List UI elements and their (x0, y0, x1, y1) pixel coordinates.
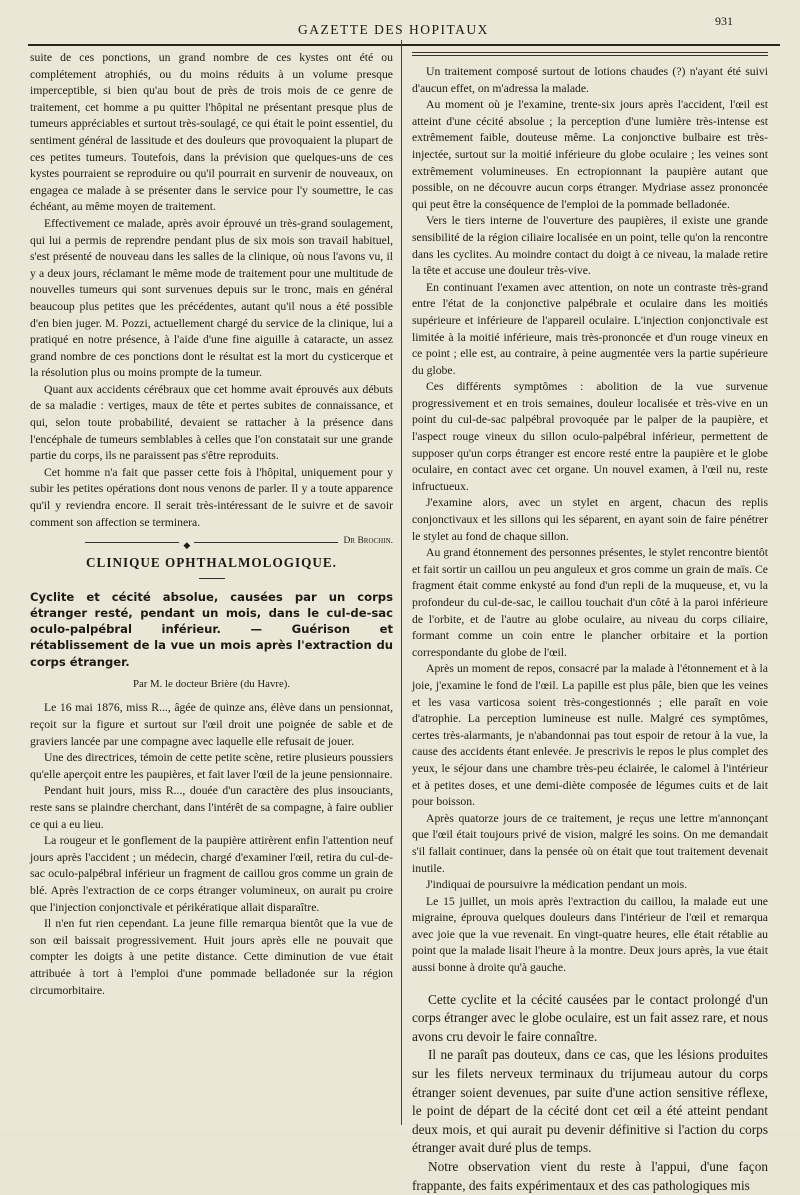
paragraph: Notre observation vient du reste à l'appui, d'une façon frappante, des faits expérimentaux et des cas pathologiques mis (412, 1159, 768, 1193)
author-line: Par M. le docteur Brière (du Havre). (132, 677, 291, 690)
page-number: 931 (715, 14, 733, 28)
paragraph: Au grand étonnement des personnes présentes, le stylet rencontre bientôt et fait sortir un caillou un peu anguleux et gros comme un grain de maïs. Ce fragment était comme enkysté au fond d'un repli de la muqueuse, et, vu la profondeur du cul-de-sac, le caillou touchait d'un côté à la paroi inférieure de l'orbite, et de l'autre au globe oculaire, au niveau du corps ciliaire, formant comme un coin entre le plancher orbitaire et la portion correspondante du globe de l'œil. (412, 546, 768, 659)
section-title: CLINIQUE OPHTHALMOLOGIQUE. (86, 555, 337, 571)
paragraph: Au moment où je l'examine, trente-six jours après l'accident, l'œil est atteint d'une cécité absolue ; la perception d'une lumière très-intense est extrêmement faible, douteuse même. La conjonctive bulbaire est très-injectée, surtout sur la moitié inférieure du globe oculaire ; les veines sont extrêmement volumineuses. En ectropionnant la paupière autant que possible, on ne découvre aucun corps étranger. Mydriase assez prononcée qui peut être la conséquence de l'emploi de la pommade belladonée. (412, 98, 768, 211)
paragraph: Il ne paraît pas douteux, dans ce cas, que les lésions produites sur les filets nerveux terminaux du trijumeau autour du corps étranger soient devenues, par suite d'une action sensitive réflexe, le point de départ de la cécité dont cet œil a été atteint pendant deux mois, et qui aurait pu devenir définitive si l'action du corps étranger avait duré plus de temps. (412, 1047, 768, 1156)
paragraph: Il n'en fut rien cependant. La jeune fille remarqua bientôt que la vue de son œil baissait progressivement. Huit jours après elle ne pouvait que compter les doigts à une petite distance. Cette diminution de vue était attribuée à tort à l'emploi d'une pommade belladonée sur la région circumorbitaire. (30, 917, 393, 997)
paragraph: Pendant huit jours, miss R..., douée d'un caractère des plus insouciants, reste sans se plaindre cherchant, dans l'intérêt de sa compagne, à faire oublier ce qui a eu lieu. (30, 784, 393, 831)
running-header (0, 12, 800, 42)
section-divider: ◆ (30, 537, 393, 547)
paragraph: Le 15 juillet, un mois après l'extraction du caillou, la malade eut une migraine, éprouva quelques douleurs dans l'intérieur de l'œil et remarqua avec joie que la vue revenait. En vingt-quatre heures, elle était rétablie au point que la malade lisait l'heure à la montre. Deux jours après, la vue était aussi bonne à droite qu'à gauche. (412, 894, 768, 975)
column-divider (401, 40, 402, 1125)
signature: Dr Brochin. (343, 536, 393, 547)
paragraph: La rougeur et le gonflement de la paupière attirèrent enfin l'attention neuf jours après l'accident ; un médecin, chargé d'examiner l'œil, retira du cul-de-sac oculo-palpébral inférieur un fragment de caillou gros comme un grain de blé. Après l'extraction de ce corps étranger volumineux, on aurait pu croire que l'injection conjonctivale et périkératique allait disparaître. (30, 834, 393, 914)
paragraph: suite de ces ponctions, un grand nombre de ces kystes ont été ou complétement atrophiés, ou du moins réduits à un volume presque imperceptible, si bien qu'au bout de près de trois mois de ce genre de traitement, cet homme a pu quitter l'hôpital ne présentant presque plus de tumeurs appréciables et surtout très-soulagé, ce qui était le point essentiel, du sentiment général de lassitude et des douleurs que provoquaient la plupart de ces petites tumeurs. Toutefois, dans la prévision que quelques-uns de ces kystes pourraient se reproduire ou qu'il pourrait en survenir de nouveaux, on engagea ce malade à se présenter dans le service pour l'y soumettre, le cas échéant, au même moyen de traitement. (30, 51, 393, 214)
paragraph: J'indiquai de poursuivre la médication pendant un mois. (426, 878, 688, 892)
paragraph: Un traitement composé surtout de lotions chaudes (?) n'ayant été suivi d'aucun effet, on m'adressa la malade. (412, 65, 768, 95)
right-column (412, 50, 768, 1195)
journal-title: GAZETTE DES HOPITAUX (298, 22, 489, 37)
header-rule (28, 44, 780, 46)
paragraph: Effectivement ce malade, après avoir éprouvé un très-grand soulagement, qui lui a permis de reprendre pendant plus de six mois son travail habituel, s'est présenté de nouveau dans les salles de la clinique, où nous l'avons vu, il y a deux jours, réclamant le même mode de traitement pour une multitude de nouvelles tumeurs qui sont survenues depuis sur le tronc, mais en général beaucoup plus petites que les précédentes, autant qu'il nous a été possible d'en bien juger. M. Pozzi, actuellement chargé du service de la clinique, lui a pratiqué en notre présence, à l'aide d'une fine aiguille à cataracte, un assez grand nombre de ces ponctions dont le résultat est la mort du cysticerque et la résolution plus ou moins prompte de la tumeur. (30, 216, 393, 380)
double-rule (412, 52, 768, 56)
paragraph: Après un moment de repos, consacré par la malade à l'étonnement et à la joie, j'examine le fond de l'œil. La papille est plus pâle, bien que les veines et les vasa varticosa soient très-congestionnés ; elle paraît en voie d'atrophie. La perception lumineuse est nulle. Malgré ces symptômes, certes très-alarmants, je n'abandonnai pas tout espoir de retour à la vue, la cause des accidents étant enlevée. Je prescrivis le repos le plus complet des yeux, le séjour dans une chambre très-peu éclairée, le calomel à l'intérieur et à petites doses, et une demi-diète composée de légumes cuits et de lait pour boisson. (412, 662, 768, 809)
paragraph: Ces différents symptômes : abolition de la vue survenue progressivement et en trois semaines, douleur localisée et très-vive en un point du cul-de-sac palpébral provoquée par le palper de la paupière, et l'aspect rouge vineux du sillon oculo-palpébral inférieur, permettent de supposer qu'un corps étranger est encore resté entre la paupière et le globe oculaire, en contact avec cet organe. Un nouvel examen, à l'œil nu, reste infructueux. (412, 380, 768, 493)
paragraph: Une des directrices, témoin de cette petite scène, retire plusieurs poussiers qu'elle aperçoit entre les paupières, et fait laver l'œil de la jeune pensionnaire. (30, 751, 393, 781)
left-column (30, 50, 393, 999)
paragraph: Cet homme n'a fait que passer cette fois à l'hôpital, uniquement pour y subir les petites opérations dont nous venons de parler. Il y a toute apparence qu'il y reviendra encore. Il serait très-intéressant de le suivre et de savoir comment son affection se terminera. (30, 465, 393, 529)
paragraph: En continuant l'examen avec attention, on note un contraste très-grand entre l'état de la conjonctive palpébrale et oculaire dans les moitiés supérieure et inférieure de l'appareil oculaire. L'injection conjonctivale est limitée à la moitié inférieure, mais très-prononcée et d'un rouge vineux en ce point ; elle est, au contraire, à peine augmentée vers la partie supérieure du globe. (412, 280, 768, 377)
paragraph: Vers le tiers interne de l'ouverture des paupières, il existe une grande sensibilité de la région ciliaire localisée en un point, telle qu'on la rencontre dans les cyclites. Au moindre contact du doigt à ce niveau, la malade retire la tête et accuse une douleur très-vive. (412, 214, 768, 278)
short-rule (199, 578, 225, 579)
paragraph: Quant aux accidents cérébraux que cet homme avait éprouvés aux débuts de sa maladie : vertiges, maux de tête et pertes subites de connaissance, et qui, selon toute probabilité, devaient se rattacher à la présence dans l'encéphale de tumeurs semblables à celles que l'on constatait sur une grande partie du corps, ils ne paraissent pas s'être reproduits. (30, 382, 393, 463)
paragraph: Le 16 mai 1876, miss R..., âgée de quinze ans, élève dans un pensionnat, reçoit sur la figure et surtout sur l'œil droit une poignée de sable et de graviers lancée par une compagne avec laquelle elle refusait de jouer. (30, 701, 393, 748)
article-title: Cyclite et cécité absolue, causées par un corps étranger resté, pendant un mois, dans le cul-de-sac oculo-palpébral inférieur. — Guérison et rétablissement de la vue un mois après l'extraction du corps étranger. (30, 589, 393, 669)
paragraph: Cette cyclite et la cécité causées par le contact prolongé d'un corps étranger avec le globe oculaire, est un fait assez rare, et nous avons cru devoir le faire connaître. (412, 991, 768, 1044)
paragraph: Après quatorze jours de ce traitement, je reçus une lettre m'annonçant que l'œil était toujours privé de vision, malgré les soins. On me demandait s'il fallait continuer, dans la pensée où on était que tout traitement devenait inutile. (412, 811, 768, 875)
paragraph: J'examine alors, avec un stylet en argent, chacun des replis conjonctivaux et les sillons qui les séparent, en ayant soin de faire pénétrer le stylet au fond de chaque sillon. (412, 496, 768, 543)
conclusion-block (412, 991, 768, 1195)
